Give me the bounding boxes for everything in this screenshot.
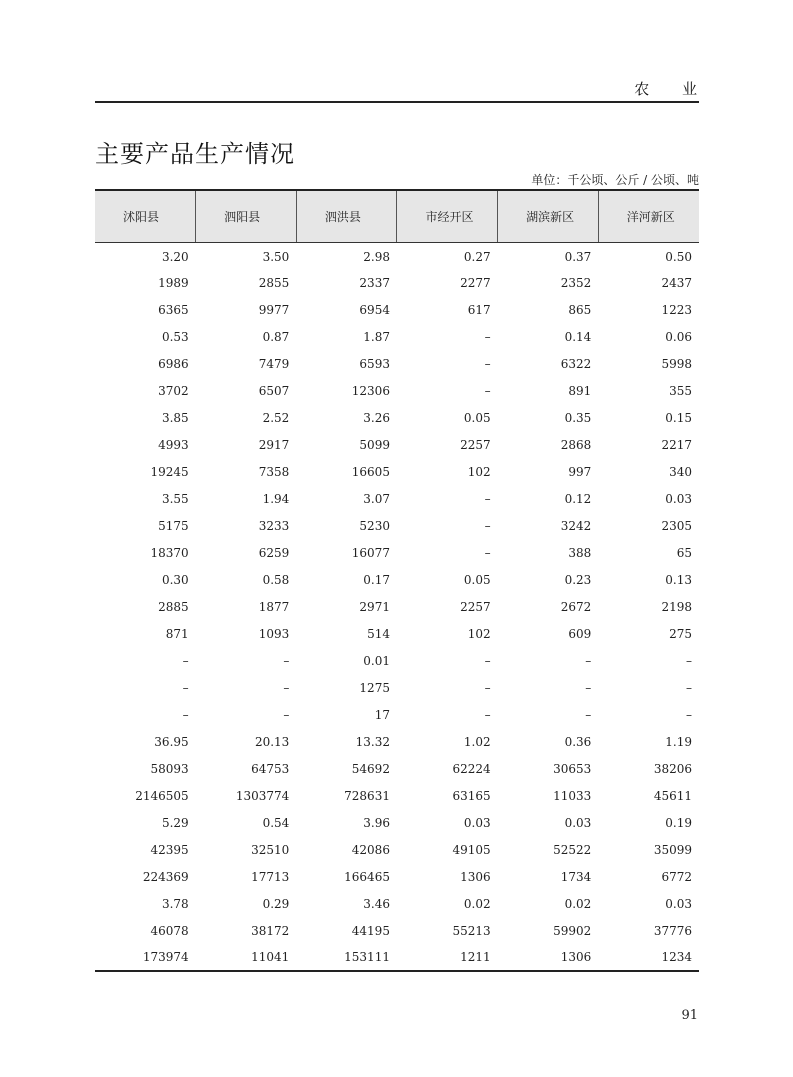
table-cell: 0.37 <box>564 249 592 264</box>
table-cell: – <box>585 680 592 695</box>
table-cell: 2917 <box>258 437 290 452</box>
table-cell: 166465 <box>344 869 390 884</box>
table-cell: 0.03 <box>665 896 692 911</box>
table-cell: – <box>585 653 592 668</box>
table-cell: 16605 <box>351 464 390 479</box>
table-cell: 13.32 <box>355 734 390 749</box>
table-row <box>95 404 699 431</box>
table-cell: 38206 <box>653 761 692 776</box>
table-row <box>95 296 699 323</box>
table-row <box>95 782 699 809</box>
table-cell: 871 <box>165 626 189 641</box>
table-row <box>95 836 699 863</box>
table-cell: 3.46 <box>363 896 390 911</box>
table-cell: 2337 <box>359 275 390 290</box>
table-row <box>95 350 699 377</box>
table-row <box>95 566 699 593</box>
table-cell: 514 <box>367 626 390 641</box>
table-cell: 2305 <box>661 518 692 533</box>
table-cell: 37776 <box>653 923 692 938</box>
table-cell: 0.23 <box>564 572 592 587</box>
column-header: 泗阳县 <box>196 190 297 242</box>
table-cell: – <box>484 545 491 560</box>
unit-note: 单位：千公顷、公斤 / 公顷、吨 <box>531 173 699 187</box>
table-row <box>95 728 699 755</box>
table-cell: 224369 <box>142 869 189 884</box>
table-cell: 0.14 <box>564 329 592 344</box>
table-cell: 0.12 <box>564 491 592 506</box>
table-cell: – <box>484 491 491 506</box>
table-cell: 355 <box>669 383 692 398</box>
table-row <box>95 809 699 836</box>
table-cell: 275 <box>669 626 692 641</box>
table-cell: 64753 <box>251 761 290 776</box>
table-cell: 0.05 <box>463 572 491 587</box>
table-row <box>95 593 699 620</box>
table-cell: 42086 <box>351 842 390 857</box>
table-cell: 2868 <box>560 437 592 452</box>
data-table <box>95 189 699 972</box>
table-cell: 2.52 <box>262 410 290 425</box>
table-cell: 5099 <box>359 437 390 452</box>
table-cell: 2672 <box>560 599 592 614</box>
column-header: 沭阳县 <box>95 190 196 242</box>
table-cell: – <box>182 707 189 722</box>
table-cell: 55213 <box>452 923 491 938</box>
table-row <box>95 944 699 971</box>
table-cell: – <box>283 653 290 668</box>
table-cell: 1.19 <box>665 734 692 749</box>
table-cell: 2437 <box>661 275 692 290</box>
table-row <box>95 485 699 512</box>
column-header: 市经开区 <box>397 190 498 242</box>
column-header: 泗洪县 <box>296 190 397 242</box>
table-cell: 3233 <box>258 518 290 533</box>
table-header-row <box>95 190 699 242</box>
table-cell: – <box>484 356 491 371</box>
table-cell: 0.06 <box>665 329 692 344</box>
table-cell: – <box>484 653 491 668</box>
table-cell: 19245 <box>150 464 189 479</box>
table-cell: – <box>484 518 491 533</box>
table-cell: 52522 <box>553 842 592 857</box>
table-cell: 38172 <box>251 923 290 938</box>
table-cell: 6986 <box>158 356 189 371</box>
table-cell: 6772 <box>661 869 692 884</box>
table-cell: 63165 <box>452 788 491 803</box>
page-title: 主要产品生产情况 <box>95 140 295 168</box>
table-cell: 2885 <box>158 599 189 614</box>
table-cell: 2855 <box>258 275 290 290</box>
table-cell: 1275 <box>359 680 390 695</box>
table-cell: 9977 <box>258 302 290 317</box>
table-cell: – <box>686 653 692 668</box>
table-cell: 5998 <box>661 356 692 371</box>
table-cell: 1234 <box>598 944 699 971</box>
table-cell: 1.94 <box>262 491 290 506</box>
table-cell: 1306 <box>460 869 491 884</box>
table-cell: 0.53 <box>161 329 189 344</box>
header-rule <box>95 101 699 103</box>
table-cell: – <box>283 707 290 722</box>
table-cell: – <box>585 707 592 722</box>
table-cell: 173974 <box>95 944 196 971</box>
table-cell: 18370 <box>150 545 189 560</box>
table-row <box>95 269 699 296</box>
table-cell: – <box>484 680 491 695</box>
table-cell: 0.15 <box>665 410 692 425</box>
table-cell: 2257 <box>460 437 491 452</box>
table-row <box>95 917 699 944</box>
table-cell: 1223 <box>661 302 692 317</box>
table-cell: 0.54 <box>262 815 290 830</box>
table-cell: 3.78 <box>161 896 189 911</box>
column-header: 湖滨新区 <box>498 190 599 242</box>
table-cell: 3.20 <box>161 249 189 264</box>
table-cell: 2971 <box>359 599 390 614</box>
table-cell: 0.03 <box>463 815 491 830</box>
table-cell: 17713 <box>251 869 290 884</box>
table-cell: 35099 <box>653 842 692 857</box>
table-cell: 3.26 <box>363 410 390 425</box>
table-cell: 0.05 <box>463 410 491 425</box>
table-row <box>95 647 699 674</box>
table-cell: 3242 <box>560 518 592 533</box>
table-cell: 12306 <box>351 383 390 398</box>
data-table-container <box>95 189 699 972</box>
table-cell: 5.29 <box>161 815 189 830</box>
table-cell: 54692 <box>351 761 390 776</box>
table-cell: 1303774 <box>235 788 290 803</box>
table-cell: 2257 <box>460 599 491 614</box>
table-cell: – <box>182 680 189 695</box>
table-cell: 5175 <box>158 518 189 533</box>
table-cell: 5230 <box>359 518 390 533</box>
table-cell: 891 <box>568 383 592 398</box>
table-cell: – <box>484 707 491 722</box>
table-cell: 1.02 <box>463 734 491 749</box>
table-cell: 388 <box>568 545 592 560</box>
table-cell: 0.36 <box>564 734 592 749</box>
table-cell: – <box>686 707 692 722</box>
table-cell: 32510 <box>251 842 290 857</box>
table-cell: – <box>484 329 491 344</box>
table-row <box>95 242 699 269</box>
table-cell: 46078 <box>150 923 189 938</box>
table-cell: 0.13 <box>665 572 692 587</box>
table-row <box>95 620 699 647</box>
table-row <box>95 755 699 782</box>
table-cell: 0.27 <box>463 249 491 264</box>
table-cell: 0.50 <box>665 249 692 264</box>
table-cell: 6507 <box>258 383 290 398</box>
table-cell: 3.96 <box>363 815 390 830</box>
table-row <box>95 323 699 350</box>
table-cell: 102 <box>467 464 491 479</box>
table-cell: 49105 <box>452 842 491 857</box>
table-cell: 1211 <box>397 944 498 971</box>
table-row <box>95 539 699 566</box>
table-cell: 4993 <box>158 437 189 452</box>
table-cell: 0.35 <box>564 410 592 425</box>
table-row <box>95 674 699 701</box>
table-cell: 45611 <box>653 788 692 803</box>
section-label: 农 业 <box>634 80 711 98</box>
table-cell: 3.85 <box>161 410 189 425</box>
table-cell: – <box>283 680 290 695</box>
table-cell: 2198 <box>661 599 692 614</box>
table-cell: 30653 <box>553 761 592 776</box>
table-cell: 0.01 <box>363 653 390 668</box>
table-cell: 1877 <box>258 599 290 614</box>
table-cell: 1.87 <box>363 329 390 344</box>
table-cell: 2.98 <box>363 249 390 264</box>
table-cell: 7358 <box>258 464 290 479</box>
table-cell: 997 <box>568 464 592 479</box>
table-cell: 6259 <box>258 545 290 560</box>
table-cell: 1306 <box>498 944 599 971</box>
table-cell: 6593 <box>359 356 390 371</box>
table-cell: 0.03 <box>665 491 692 506</box>
table-cell: 44195 <box>351 923 390 938</box>
table-cell: 340 <box>669 464 692 479</box>
table-cell: 2277 <box>460 275 491 290</box>
table-cell: 0.02 <box>564 896 592 911</box>
table-cell: 0.02 <box>463 896 491 911</box>
table-row <box>95 431 699 458</box>
table-cell: 153111 <box>296 944 397 971</box>
table-cell: – <box>182 653 189 668</box>
table-cell: 1989 <box>158 275 189 290</box>
table-body <box>95 242 699 971</box>
table-cell: 1093 <box>258 626 290 641</box>
table-cell: 865 <box>568 302 592 317</box>
table-cell: 6365 <box>158 302 189 317</box>
table-cell: 16077 <box>351 545 390 560</box>
table-cell: 2217 <box>661 437 692 452</box>
table-cell: 20.13 <box>254 734 290 749</box>
table-row <box>95 377 699 404</box>
table-cell: 3.50 <box>262 249 290 264</box>
table-cell: 62224 <box>452 761 491 776</box>
table-cell: 617 <box>467 302 491 317</box>
table-cell: 42395 <box>150 842 189 857</box>
table-cell: 7479 <box>258 356 290 371</box>
table-cell: 0.17 <box>363 572 390 587</box>
table-cell: 609 <box>568 626 592 641</box>
table-cell: 0.87 <box>262 329 290 344</box>
table-cell: 3.07 <box>363 491 390 506</box>
table-cell: 3.55 <box>161 491 189 506</box>
table-cell: 11041 <box>196 944 297 971</box>
page-number: 91 <box>681 1008 698 1023</box>
table-cell: – <box>686 680 692 695</box>
table-cell: – <box>484 383 491 398</box>
table-row <box>95 701 699 728</box>
table-cell: 65 <box>676 545 692 560</box>
table-cell: 2352 <box>560 275 592 290</box>
table-cell: 11033 <box>553 788 592 803</box>
table-row <box>95 890 699 917</box>
table-cell: 6954 <box>359 302 390 317</box>
table-cell: 0.29 <box>262 896 290 911</box>
table-row <box>95 512 699 539</box>
table-cell: 36.95 <box>154 734 189 749</box>
table-cell: 728631 <box>344 788 390 803</box>
table-row <box>95 863 699 890</box>
table-row <box>95 458 699 485</box>
table-cell: 59902 <box>553 923 592 938</box>
table-cell: 0.19 <box>665 815 692 830</box>
table-cell: 0.58 <box>262 572 290 587</box>
table-cell: 0.03 <box>564 815 592 830</box>
table-cell: 1734 <box>560 869 592 884</box>
table-cell: 3702 <box>158 383 189 398</box>
table-cell: 102 <box>467 626 491 641</box>
table-cell: 0.30 <box>161 572 189 587</box>
table-cell: 6322 <box>560 356 592 371</box>
table-cell: 2146505 <box>135 788 189 803</box>
column-header: 洋河新区 <box>598 190 699 242</box>
table-cell: 17 <box>374 707 390 722</box>
table-cell: 58093 <box>150 761 189 776</box>
